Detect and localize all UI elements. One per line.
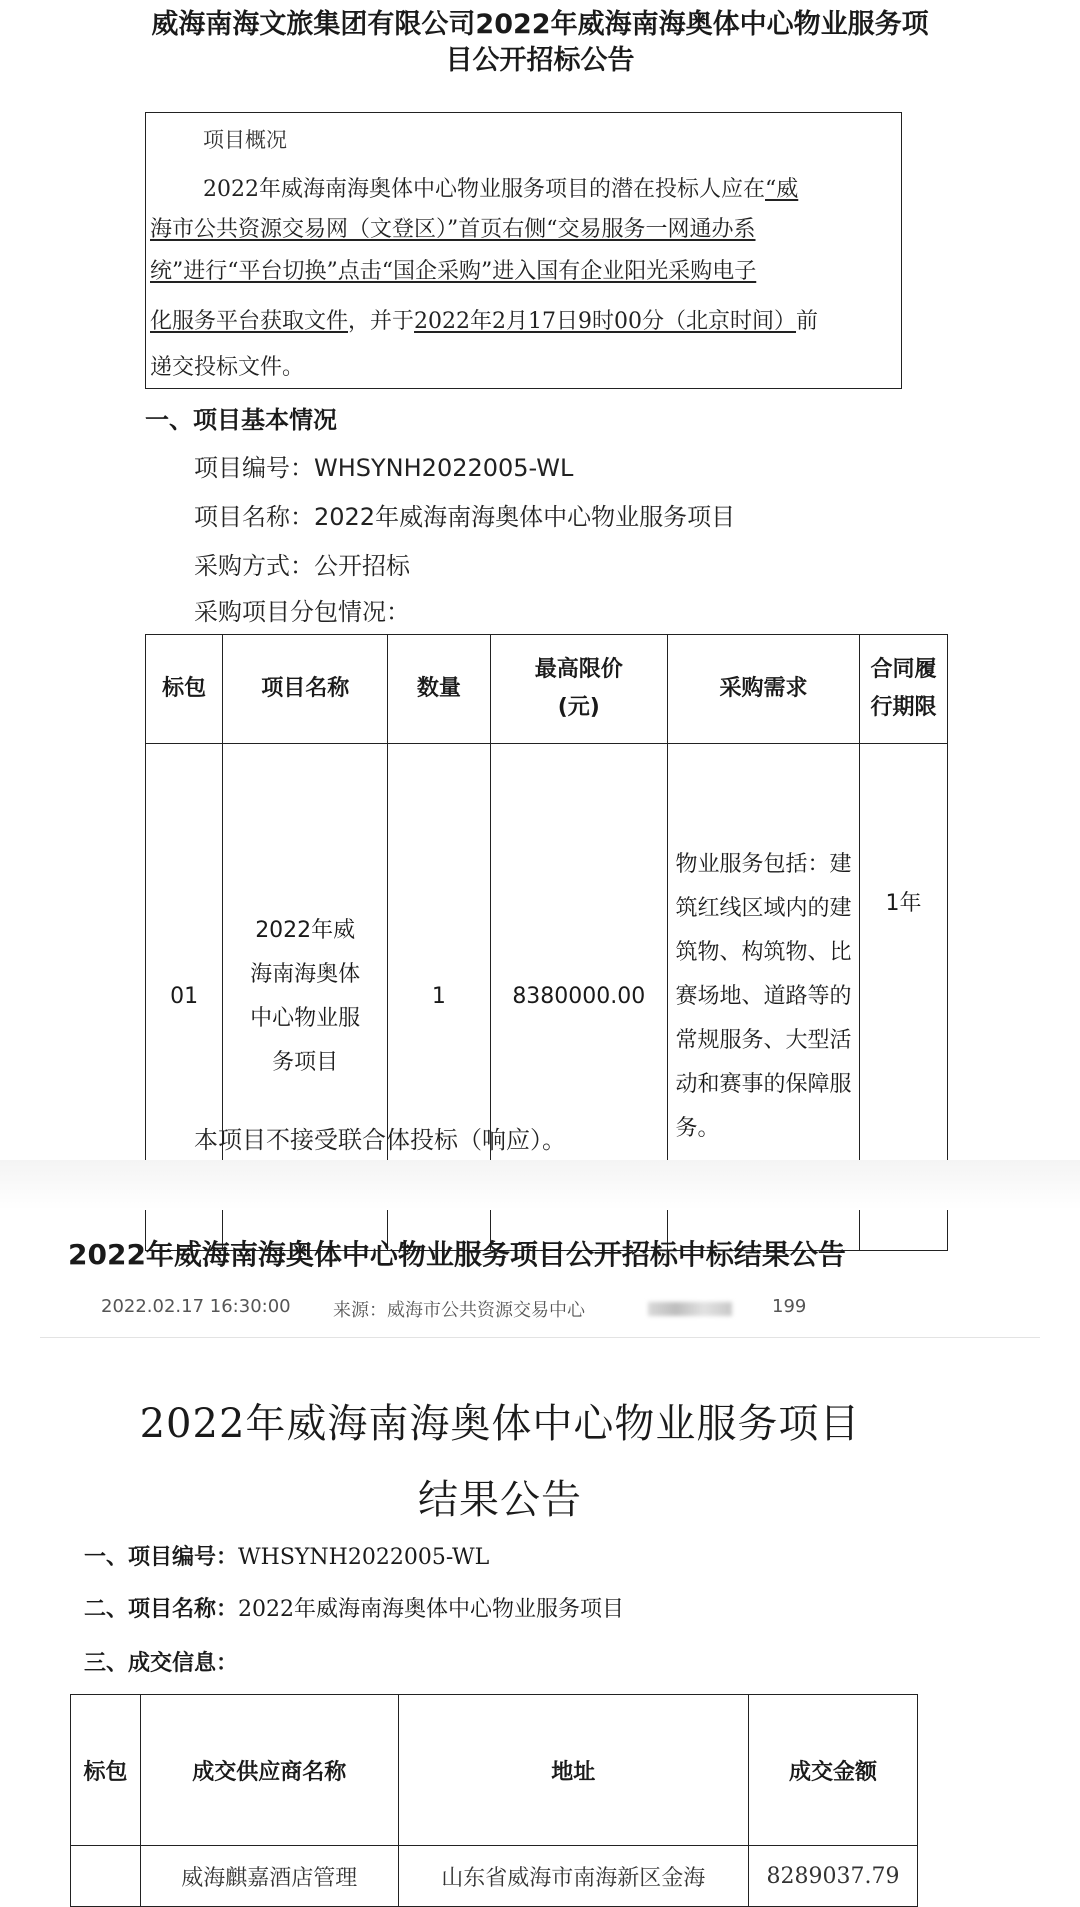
cell-quantity: 1 bbox=[388, 744, 491, 1251]
result-title-line2: 结果公告 bbox=[418, 1477, 582, 1523]
header-requirement: 采购需求 bbox=[667, 635, 859, 744]
header-lot: 标包 bbox=[146, 635, 223, 744]
deal-cell-address: 山东省威海市南海新区金海 bbox=[398, 1846, 748, 1907]
overview-heading: 项目概况 bbox=[203, 128, 287, 152]
header-project-name: 项目名称 bbox=[223, 635, 388, 744]
result-page-title: 2022年威海南海奥体中心物业服务项目公开招标中标结果公告 bbox=[68, 1238, 846, 1271]
deal-header-supplier: 成交供应商名称 bbox=[140, 1695, 398, 1846]
divider bbox=[40, 1337, 1040, 1338]
header-quantity: 数量 bbox=[388, 635, 491, 744]
cell-requirement: 物业服务包括：建筑红线区域内的建筑物、构筑物、比赛场地、道路等的常规服务、大型活动和赛事的保障服务。 bbox=[667, 744, 859, 1251]
lot-table bbox=[145, 634, 948, 1251]
project-number: 项目编号：WHSYNH2022005-WL bbox=[194, 454, 574, 482]
header-max-price: 最高限价(元) bbox=[490, 635, 667, 744]
result-project-number: 一、项目编号：WHSYNH2022005-WL bbox=[84, 1544, 490, 1570]
notice-title-line2: 目公开招标公告 bbox=[445, 45, 635, 76]
cell-project-name: 2022年威海南海奥体中心物业服务项目 bbox=[223, 744, 388, 1251]
result-title-line1: 2022年威海南海奥体中心物业服务项目 bbox=[139, 1401, 861, 1447]
notice-title-line1: 威海南海文旅集团有限公司2022年威海南海奥体中心物业服务项 bbox=[151, 9, 929, 40]
overview-line-4: 化服务平台获取文件，并于2022年2月17日9时00分（北京时间）前 bbox=[150, 309, 819, 334]
cell-contract-period: 1年 bbox=[859, 744, 947, 1251]
section-basic-info-title: 一、项目基本情况 bbox=[145, 406, 337, 434]
deal-cell-lot bbox=[71, 1846, 141, 1907]
publish-datetime: 2022.02.17 16:30:00 bbox=[101, 1296, 291, 1317]
result-project-name: 二、项目名称：2022年威海南海奥体中心物业服务项目 bbox=[84, 1596, 625, 1622]
cell-max-price: 8380000.00 bbox=[490, 744, 667, 1251]
deal-cell-supplier: 威海麒嘉酒店管理 bbox=[140, 1846, 398, 1907]
procurement-method: 采购方式：公开招标 bbox=[194, 552, 410, 580]
screenshot-divider bbox=[0, 1160, 1080, 1210]
overview-line-3: 统”进行“平台切换”点击“国企采购”进入国有企业阳光采购电子 bbox=[150, 259, 757, 284]
deal-table-header bbox=[71, 1695, 918, 1846]
project-name: 项目名称：2022年威海南海奥体中心物业服务项目 bbox=[194, 503, 736, 531]
view-count: 199 bbox=[772, 1296, 807, 1317]
deal-header-address: 地址 bbox=[398, 1695, 748, 1846]
deal-header-lot: 标包 bbox=[71, 1695, 141, 1846]
overview-line-2: 海市公共资源交易网（文登区）”首页右侧“交易服务一网通办系 bbox=[150, 217, 756, 242]
result-deal-info-title: 三、成交信息： bbox=[84, 1650, 239, 1676]
overview-line-1: 2022年威海南海奥体中心物业服务项目的潜在投标人应在“威 bbox=[203, 177, 799, 202]
blurred-text bbox=[648, 1302, 732, 1316]
lot-label: 采购项目分包情况： bbox=[194, 598, 410, 626]
consortium-note: 本项目不接受联合体投标（响应）。 bbox=[194, 1126, 566, 1154]
table-row bbox=[71, 1846, 918, 1907]
lot-table-header bbox=[146, 635, 948, 744]
deal-table bbox=[70, 1694, 918, 1907]
header-contract-period: 合同履行期限 bbox=[859, 635, 947, 744]
deal-header-amount: 成交金额 bbox=[749, 1695, 918, 1846]
overview-line-5: 递交投标文件。 bbox=[150, 355, 305, 380]
source-link[interactable]: 来源：威海市公共资源交易中心 bbox=[333, 1300, 585, 1321]
deal-cell-amount: 8289037.79 bbox=[749, 1846, 918, 1907]
cell-lot: 01 bbox=[146, 744, 223, 1251]
